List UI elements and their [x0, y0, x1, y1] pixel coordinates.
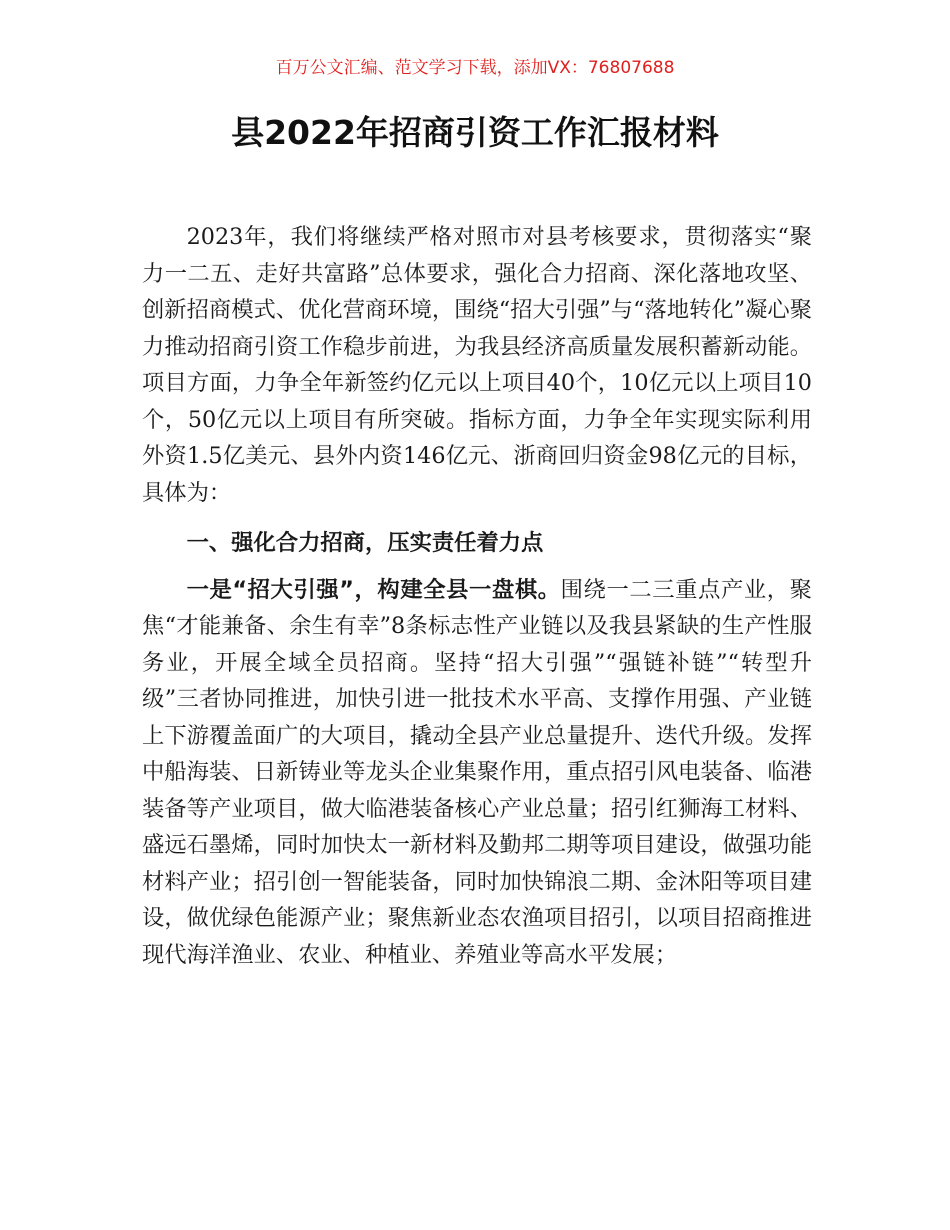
watermark-text: 百万公文汇编、范文学习下载，添加VX：76807688 — [275, 58, 675, 78]
intro-paragraph: 2023年，我们将继续严格对照市对县考核要求，贯彻落实“聚力一二五、走好共富路”总体要求，强化合力招商、深化落地攻坚、创新招商模式、优化营商环境，围绕“招大引强”与“落地转化”凝心聚力推动招商引资工作稳步前进，为我县经济高质量发展积蓄新动能。项目方面，力争全年新签约亿元以上项目40个，10亿元以上项目10个，50亿元以上项目有所突破。指标方面，力争全年实现实际利用外资1.5亿美元、县外内资146亿元、浙商回归资金98亿元的目标，具体为： — [142, 224, 812, 506]
point-1-lead: 一是“招大引强”，构建全县一盘棋。 — [186, 576, 561, 603]
document-title: 县2022年招商引资工作汇报材料 — [231, 113, 719, 152]
point-1-paragraph — [142, 572, 812, 974]
document-body — [142, 219, 812, 973]
section-heading-1: 一、强化合力招商，压实责任着力点 — [186, 530, 544, 556]
point-1-text: 围绕一二三重点产业，聚焦“才能兼备、余生有幸”8条标志性产业链以及我县紧缺的生产性服务业，开展全域全员招商。坚持“招大引强”“强链补链”“转型升级”三者协同推进，加快引进一批技术水平高、支撑作用强、产业链上下游覆盖面广的大项目，撬动全县产业总量提升、迭代升级。发挥中船海装、日新铸业等龙头企业集聚作用，重点招引风电装备、临港装备等产业项目，做大临港装备核心产业总量；招引红狮海工材料、盛远石墨烯，同时加快太一新材料及勤邦二期等项目建设，做强功能材料产业；招引创一智能装备，同时加快锦浪二期、金沐阳等项目建设，做优绿色能源产业；聚焦新业态农渔项目招引，以项目招商推进现代海洋渔业、农业、种植业、养殖业等高水平发展； — [142, 576, 812, 968]
